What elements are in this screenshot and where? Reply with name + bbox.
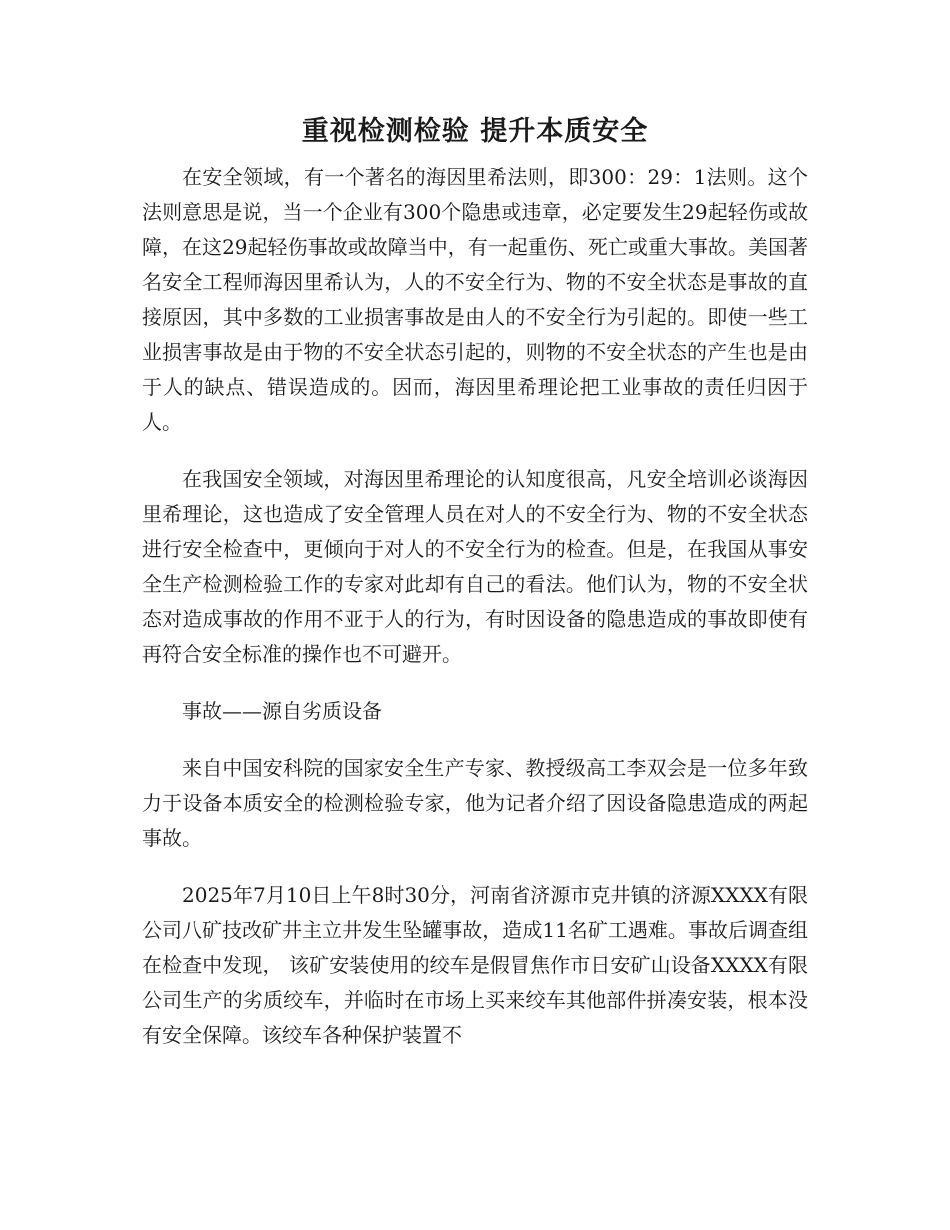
document-page [142,108,808,1075]
paragraph-china-safety-view: 在我国安全领域，对海因里希理论的认知度很高，凡安全培训必谈海因里希理论，这也造成了安全管理人员在对人的不安全行为、物的不安全状态进行安全检查中，更倾向于对人的不安全行为的检查。但是，在我国从事安全生产检测检验工作的专家对此却有自己的看法。他们认为，物的不安全状态对造成事故的作用不亚于人的行为，有时因设备的隐患造成的事故即使有再符合安全标准的操作也不可避开。 [142,467,808,666]
section-heading-accidents: 事故——源自劣质设备 [182,699,382,723]
document-title: 重视检测检验 提升本质安全 [301,116,649,147]
paragraph-expert-intro: 来自中国安科院的国家安全生产专家、教授级高工李双会是一位多年致力于设备本质安全的检测检验专家，他为记者介绍了因设备隐患造成的两起事故。 [142,756,808,850]
paragraph-henan-accident: 2025年7月10日上午8时30分，河南省济源市克井镇的济源XXXX有限公司八矿技改矿井主立井发生坠罐事故，造成11名矿工遇难。事故后调查组在检查中发现， 该矿安装使用的绞车是假冒焦作市日安矿山设备XXXX有限公司生产的劣质绞车，并临时在市场上买来绞车其他部件拼凑安装，根本没有安全保障。该绞车各种保护装置不 [142,883,808,1047]
paragraph-heinrich-law: 在安全领域，有一个著名的海因里希法则，即300：29：1法则。这个法则意思是说，当一个企业有300个隐患或违章，必定要发生29起轻伤或故障，在这29起轻伤事故或故障当中，有一起重伤、死亡或重大事故。美国著名安全工程师海因里希认为，人的不安全行为、物的不安全状态是事故的直接原因，其中多数的工业损害事故是由人的不安全行为引起的。即使一些工业损害事故是由于物的不安全状态引起的，则物的不安全状态的产生也是由于人的缺点、错误造成的。因而，海因里希理论把工业事故的责任归因于人。 [142,165,808,434]
